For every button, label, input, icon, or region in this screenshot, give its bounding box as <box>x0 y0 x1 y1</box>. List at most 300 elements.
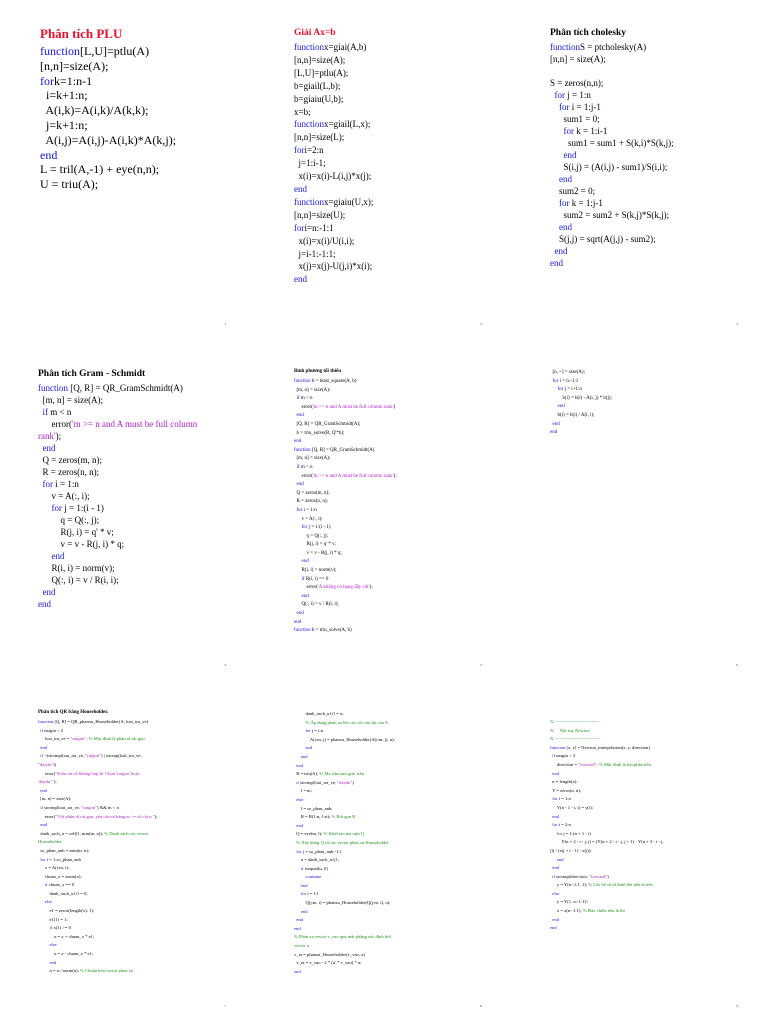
code-comment: vector u <box>294 943 309 949</box>
code-line <box>294 796 395 805</box>
code-text: x=giaiu(U,x); <box>324 196 374 207</box>
code-line <box>38 864 157 873</box>
code-text: isequal(u, 0) <box>303 865 328 871</box>
code-line <box>38 941 157 950</box>
code-text <box>38 899 45 904</box>
code-text: danh_sach_u{i} = u; <box>294 711 344 716</box>
code-keyword: end <box>557 404 565 410</box>
code-text <box>294 874 305 879</box>
code-keyword: if <box>296 464 300 470</box>
code-line <box>550 838 664 847</box>
code-text <box>294 891 301 896</box>
slide-2 <box>256 0 504 326</box>
code-line <box>550 41 674 53</box>
code-line <box>294 260 373 273</box>
code-line <box>294 183 373 196</box>
code-keyword: end <box>296 611 304 617</box>
code-text: error( <box>294 404 313 410</box>
code-line <box>38 586 197 598</box>
code-text: i=2:n <box>304 145 324 156</box>
code-text: [n, ~] = size(A); <box>550 370 585 375</box>
code-line <box>38 727 157 736</box>
code-line <box>40 133 176 148</box>
code-comment: % Nội suy Newton <box>550 727 590 733</box>
code-text: [n,n]=size(U); <box>294 209 346 220</box>
code-keyword: end <box>294 274 307 285</box>
code-text: R(i, i) = norm(v); <box>294 568 337 574</box>
slide-title: Giải Ax=b <box>294 28 336 38</box>
code-text: R(i, i) == 0 <box>304 576 329 582</box>
code-text: i = 1:so_phan_anh <box>45 856 81 862</box>
code-text: Q = zeros(m, n); <box>294 490 330 496</box>
code-line <box>550 924 664 933</box>
code-text: j = 1:n <box>565 90 591 100</box>
code-line <box>294 196 373 209</box>
code-text: v = A(:, i); <box>38 491 90 501</box>
code-keyword: function <box>294 379 311 384</box>
code-keyword: end <box>294 439 302 445</box>
code-keyword: end <box>305 745 313 751</box>
code-line <box>294 533 397 542</box>
code-text: Q(j:m, i) = phanxa_Householder(Q(j:m, i), u); <box>294 900 391 906</box>
code-text: Q(:, i) = v / R(i, i); <box>294 602 339 608</box>
code-line <box>38 394 197 406</box>
code-line <box>38 490 197 502</box>
code-text: [n,n] = size(A); <box>550 54 606 64</box>
code-text: [m, n] = size(A); <box>294 456 331 462</box>
code-line <box>550 821 664 830</box>
code-text <box>550 387 558 392</box>
code-line <box>550 890 664 899</box>
code-text: error( <box>294 585 318 591</box>
code-line <box>294 558 397 567</box>
code-block <box>294 378 397 636</box>
code-line <box>294 848 395 857</box>
code-text: [L,U]=ptlu(A); <box>294 67 349 78</box>
code-string: "Với phân rã rút gọn, yêu cầu số hàng m >= số cột n " <box>55 813 155 819</box>
code-line <box>294 507 397 516</box>
code-line <box>38 890 157 899</box>
slide-title: Phân tích Gram - Schmidt <box>38 369 146 379</box>
code-line <box>294 550 397 559</box>
code-keyword: for <box>563 126 574 136</box>
slide-8 <box>256 682 504 1008</box>
code-line <box>38 933 157 942</box>
code-line <box>550 421 612 430</box>
code-line <box>294 54 373 67</box>
code-line <box>38 830 157 839</box>
page-number: 9 <box>736 1004 738 1008</box>
code-line <box>550 795 664 804</box>
code-line <box>294 856 395 865</box>
code-string: "rutgon" <box>85 753 102 759</box>
code-keyword: if <box>300 865 304 871</box>
code-line <box>550 149 674 161</box>
code-string: "Kiểu trả về không hợp lệ. Chọn 'rutgon' hoặc <box>55 770 140 776</box>
page-number: 2 <box>480 322 482 326</box>
code-line <box>550 718 664 727</box>
slide-6 <box>512 341 760 667</box>
code-keyword: end <box>296 482 304 488</box>
code-text: Y(n - 1 - i, i) = y(i); <box>550 804 593 810</box>
code-line <box>550 907 664 916</box>
code-keyword: end <box>301 593 309 599</box>
code-line <box>550 245 674 257</box>
code-line <box>294 627 397 636</box>
code-line <box>294 209 373 222</box>
code-string: "rutgon" <box>81 804 98 810</box>
code-line <box>294 378 397 387</box>
code-line <box>38 967 157 976</box>
page-number: 5 <box>480 663 482 667</box>
code-line <box>38 761 157 770</box>
code-text: ); <box>154 813 158 819</box>
code-line <box>294 873 395 882</box>
code-text: v = A(:, i); <box>294 516 323 522</box>
code-keyword: end <box>552 770 559 776</box>
code-string: rank' <box>38 431 56 441</box>
code-text: n = length(x); <box>550 779 578 785</box>
code-keyword: end <box>552 421 560 427</box>
code-comment: % Đảo chiều nếu là lùi <box>582 908 625 914</box>
code-text: sum2 = sum2 + S(k,j)*S(k,j); <box>550 210 670 220</box>
code-text: l = m; <box>294 788 312 794</box>
code-line <box>38 881 157 890</box>
code-line <box>294 830 395 839</box>
code-text <box>550 174 559 184</box>
code-keyword: end <box>300 753 308 759</box>
code-text: j = 1:(n + 1 - i) <box>562 830 591 836</box>
code-line <box>38 526 197 538</box>
code-keyword: end <box>51 551 65 561</box>
code-text: u = x - chuan_x * e1; <box>38 951 94 957</box>
code-keyword: end <box>296 762 303 768</box>
code-text <box>550 857 557 862</box>
code-text: v = v - R(j, i) * q; <box>294 550 342 556</box>
code-line <box>294 222 373 235</box>
slide-1 <box>0 0 248 326</box>
code-text: Q(:, i) = v / R(i, i); <box>38 575 119 585</box>
slide-title: Phân tích QR bằng Householder. <box>38 710 109 715</box>
code-line <box>294 93 373 106</box>
code-line <box>294 498 397 507</box>
code-block <box>294 710 395 976</box>
code-keyword: for <box>296 507 303 513</box>
code-line <box>40 103 176 118</box>
code-keyword: end <box>42 443 56 453</box>
code-line <box>38 418 197 430</box>
code-line <box>38 907 157 916</box>
code-line <box>38 502 197 514</box>
code-string: 'm >= n and A must be full column rank' <box>312 473 394 479</box>
code-keyword: for <box>40 73 54 88</box>
code-line <box>294 779 395 788</box>
code-line <box>550 830 664 839</box>
code-text: danh_sach_u{i} = 0; <box>38 890 88 896</box>
code-text: ) <box>607 873 609 879</box>
code-line <box>294 916 395 925</box>
code-line <box>550 137 674 149</box>
code-text: direction = <box>550 761 579 767</box>
code-text: b(i) = b(i) / A(i, i); <box>550 412 595 418</box>
code-text: x = x(n:-1:1); <box>550 908 583 914</box>
code-line <box>38 735 157 744</box>
code-text <box>38 503 52 513</box>
code-keyword: end <box>552 916 559 922</box>
code-text: ) | strcmp(loai_tra_ve, <box>101 753 142 759</box>
code-text <box>294 745 305 750</box>
code-keyword: if <box>552 753 556 759</box>
code-comment: % Chuẩn hóa vector phản xạ <box>80 968 133 974</box>
code-line <box>294 170 373 183</box>
code-line <box>550 916 664 925</box>
code-text <box>550 150 564 160</box>
code-line <box>550 233 674 245</box>
code-keyword: end <box>552 865 559 871</box>
code-line <box>38 924 157 933</box>
code-line <box>38 430 197 442</box>
code-text <box>294 720 305 725</box>
code-text: nargin < 2 <box>43 727 64 733</box>
code-text: i = 1:j-1 <box>569 102 601 112</box>
code-text: x=giail(L,x); <box>324 119 371 130</box>
slide-7 <box>0 682 248 1008</box>
code-text: i=n:-1:1 <box>304 222 334 233</box>
code-text: A(i,k)=A(i,k)/A(k,k); <box>40 103 149 118</box>
code-line <box>294 67 373 80</box>
code-comment: % Danh sách các vector <box>104 830 149 836</box>
code-text: A(i:m, j) = phanxa_Householder(A(i:m, j), u); <box>294 736 395 742</box>
code-line <box>38 804 157 813</box>
code-line <box>294 395 397 404</box>
code-line <box>294 412 397 421</box>
code-line <box>550 787 664 796</box>
code-text: v_ra = phanxa_Householder(v_vao, u) <box>294 951 365 957</box>
code-keyword: for <box>552 796 558 802</box>
code-line <box>294 235 373 248</box>
code-line <box>294 787 395 796</box>
code-keyword: for <box>301 525 308 531</box>
code-comment: % Phản xạ vector v_vao qua mặt phẳng xác định bởi <box>294 934 391 940</box>
page-number: 3 <box>736 322 738 326</box>
code-text: x(i)=x(i)/U(i,i); <box>294 235 355 246</box>
code-line <box>550 881 664 890</box>
code-text: ~(strcmp(loai_tra_ve, <box>43 753 86 759</box>
code-text <box>294 728 305 733</box>
code-line <box>550 864 664 873</box>
code-line <box>38 478 197 490</box>
code-keyword: if <box>296 779 300 785</box>
code-text: k = 1:i-1 <box>574 126 608 136</box>
page-number: 1 <box>224 322 226 326</box>
code-text: j = 1:(i - 1) <box>307 525 331 531</box>
code-keyword: for <box>556 830 563 836</box>
code-text: sum1 = sum1 + S(k,i)*S(k,j); <box>550 138 674 148</box>
code-line <box>294 951 395 960</box>
code-line <box>550 412 612 421</box>
code-keyword: function <box>38 383 68 393</box>
code-text: )) <box>52 761 57 767</box>
code-line <box>294 762 395 771</box>
code-line <box>294 736 395 745</box>
code-comment: Householder <box>38 839 62 845</box>
code-text: A(i,j)=A(i,j)-A(i,k)*A(k,j); <box>40 132 177 147</box>
code-text: strcmp(direction, <box>555 873 589 879</box>
code-comment: % Mặc định là nội phân tiến <box>598 761 651 767</box>
code-string: 'A không có hạng đầy cột' <box>317 585 370 591</box>
code-text: [m, n] = size(A); <box>38 395 104 405</box>
code-line <box>294 753 395 762</box>
code-line <box>550 185 674 197</box>
code-keyword: end <box>40 822 47 828</box>
code-keyword: end <box>550 925 557 931</box>
code-text <box>38 960 49 965</box>
code-line <box>294 933 395 942</box>
code-keyword: end <box>294 968 301 974</box>
code-text: x(1) >= 0 <box>52 925 71 931</box>
code-text: b = least_square(A, b) <box>310 379 357 384</box>
code-line <box>550 778 664 787</box>
code-keyword: end <box>300 882 308 888</box>
code-text: R(j, i) = q' * v; <box>294 542 337 548</box>
code-keyword: if <box>40 804 44 810</box>
code-text: i = 1:n <box>53 479 79 489</box>
code-line <box>294 719 395 728</box>
code-line <box>40 118 176 133</box>
code-keyword: for <box>552 378 559 384</box>
code-line <box>294 490 397 499</box>
code-line <box>294 144 373 157</box>
code-string: "daydu" <box>337 779 353 785</box>
code-line <box>294 865 395 874</box>
code-comment: % Lấy hệ số từ dưới lên nếu là tiến <box>588 882 653 888</box>
code-text: [m, n] = size(A); <box>294 387 331 393</box>
code-text: i=k+1:n; <box>40 88 88 103</box>
code-line <box>38 538 197 550</box>
code-text: m < n <box>48 407 72 417</box>
code-keyword: end <box>550 258 563 268</box>
code-text: i = 1:n <box>557 796 571 802</box>
code-line <box>550 735 664 744</box>
code-text: m < n <box>299 464 313 470</box>
slide-9 <box>512 682 760 1008</box>
code-text: v = v - R(j, i) * q; <box>38 539 125 549</box>
page-number: 6 <box>736 663 738 667</box>
code-text: i = 1:l <box>306 891 319 897</box>
code-line <box>40 88 176 103</box>
code-keyword: if <box>40 727 44 733</box>
code-string: "rutgon" <box>70 736 87 742</box>
code-line <box>294 541 397 550</box>
code-keyword: end <box>294 619 302 625</box>
code-line <box>294 822 395 831</box>
code-line <box>40 74 176 89</box>
code-text <box>550 404 558 409</box>
code-line <box>294 770 395 779</box>
code-keyword: function <box>38 719 54 724</box>
code-text: j=i-1:-1:1; <box>294 248 336 259</box>
code-keyword: end <box>552 813 559 819</box>
code-line <box>294 481 397 490</box>
code-text: ) && m < n <box>97 804 119 810</box>
code-line <box>38 916 157 925</box>
code-line <box>550 221 674 233</box>
code-keyword: for <box>554 90 565 100</box>
code-line <box>38 514 197 526</box>
code-text: error( <box>38 419 72 429</box>
code-text: j = so_phan_anh:-1:1 <box>301 848 342 854</box>
code-line <box>550 429 612 438</box>
code-text: x=giai(A,b) <box>324 42 367 52</box>
code-line <box>38 562 197 574</box>
code-line <box>294 727 395 736</box>
code-line <box>294 882 395 891</box>
code-text: error( <box>38 770 56 776</box>
code-keyword: function <box>550 42 580 52</box>
code-text: j=k+1:n; <box>40 117 88 132</box>
code-line <box>294 41 373 54</box>
code-comment: % Áp dụng phản xạ lên các cột còn lại của A <box>305 719 389 725</box>
code-keyword: end <box>559 174 572 184</box>
code-string: "daydu" <box>38 761 53 767</box>
code-line <box>550 173 674 185</box>
code-string: 'daydu'." <box>38 779 54 785</box>
code-text: y = Y(n:-1:1, 1); <box>550 882 589 888</box>
code-text: u = x + chuan_x * e1; <box>38 933 95 939</box>
code-text: [n,n]=size(L); <box>294 132 345 143</box>
code-text: x(j)=x(j)-U(j,i)*x(i); <box>294 261 373 272</box>
code-line <box>38 406 197 418</box>
code-line <box>294 273 373 286</box>
code-line <box>38 959 157 968</box>
code-text <box>550 222 559 232</box>
code-line <box>38 950 157 959</box>
code-keyword: end <box>554 246 568 256</box>
code-keyword: end <box>40 147 58 162</box>
code-keyword: end <box>49 959 57 965</box>
slide-title: Bình phương tối thiểu <box>294 369 342 374</box>
code-text: y = Y(1, n:-1:1)'; <box>550 899 588 905</box>
code-text: ) <box>352 779 354 785</box>
code-text: u = u / norm(u); <box>38 968 81 974</box>
code-line <box>294 744 395 753</box>
code-text <box>550 102 559 112</box>
code-line <box>38 813 157 822</box>
code-keyword: end <box>300 908 308 914</box>
code-text: b=giaiu(U,b); <box>294 93 344 104</box>
code-line <box>294 959 395 968</box>
code-text: loai_tra_ve = <box>38 736 71 742</box>
code-line <box>294 908 395 917</box>
code-line <box>550 873 664 882</box>
code-text: danh_sach_u = cell(1, min(m, n)); <box>38 830 105 836</box>
page-number: 7 <box>224 1004 226 1008</box>
code-text: ; <box>596 761 599 767</box>
slide-4 <box>0 341 248 667</box>
code-text <box>550 126 564 136</box>
code-text: S(j,j) = sqrt(A(j,j) - sum2); <box>550 234 656 244</box>
code-text: S = ptcholesky(A) <box>580 42 647 52</box>
code-keyword: end <box>296 822 303 828</box>
code-line <box>38 744 157 753</box>
code-line <box>38 454 197 466</box>
code-text: ); <box>53 779 57 785</box>
code-comment: % Mặc định là phân rã rút gọn <box>88 736 145 742</box>
code-text: j)) / (x(j + i - 1) - x(j)); <box>550 847 592 853</box>
code-line <box>294 593 397 602</box>
code-line <box>550 369 612 378</box>
code-text: q = Q(:, j); <box>38 515 100 525</box>
